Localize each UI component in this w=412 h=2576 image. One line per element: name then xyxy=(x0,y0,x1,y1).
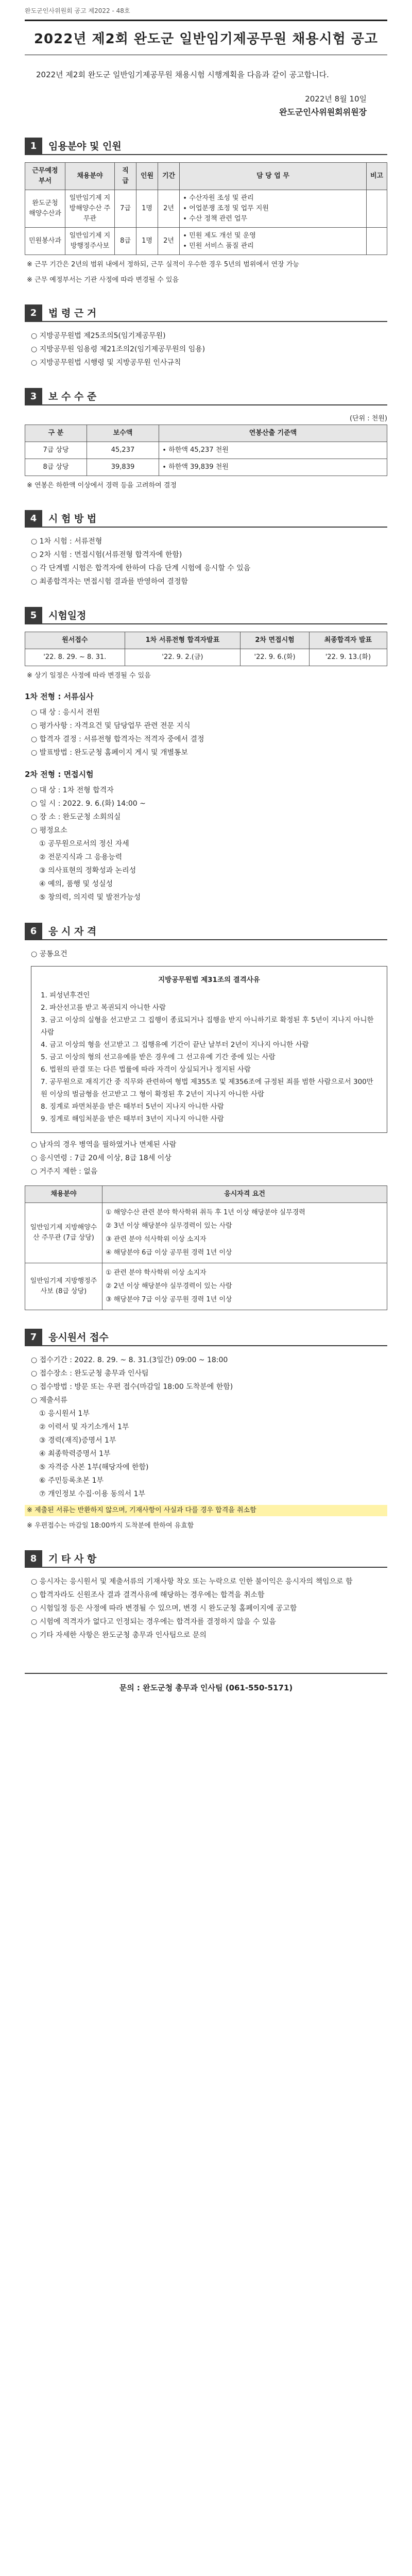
list-item: ① 응시원서 1부 xyxy=(39,1410,90,1418)
table-cell: 일반임기제 지방행정주사보 xyxy=(65,228,115,255)
table-cell: ∙ 민원 제도 개선 및 운영 ∙ 민원 서비스 품질 관리 xyxy=(180,228,367,255)
section-number: 6 xyxy=(25,923,42,940)
list-item: ○ 1차 시험 : 서류전형 xyxy=(31,537,102,546)
section-3-header xyxy=(25,388,387,405)
table-header: 기간 xyxy=(158,163,180,190)
note: ※ 우편접수는 마감일 18:00까지 도착분에 한하여 유효함 xyxy=(27,1522,194,1530)
note: ※ 근무 예정부서는 기관 사정에 따라 변경될 수 있음 xyxy=(27,276,179,284)
list-item: ○ 응시연령 : 7급 20세 이상, 8급 18세 이상 xyxy=(31,1154,171,1162)
section-title: 기 타 사 항 xyxy=(42,1550,387,1568)
list-item: ⑦ 개인정보 수집·이용 동의서 1부 xyxy=(39,1490,145,1498)
section-title: 시험일정 xyxy=(42,607,387,624)
list-item: ○ 발표방법 : 완도군청 홈페이지 게시 및 개별통보 xyxy=(31,749,188,757)
table-cell: '22. 9. 2.(금) xyxy=(125,649,241,666)
table-cell: 8급 xyxy=(115,228,136,255)
table-row xyxy=(25,190,387,228)
section-number: 1 xyxy=(25,138,42,155)
table-cell: 8급 상당 xyxy=(25,459,87,476)
table-cell xyxy=(367,190,387,228)
list-item: 3. 금고 이상의 실형을 선고받고 그 집행이 종료되거나 집행을 받지 아니하기로 확정된 후 5년이 지나지 아니한 사람 xyxy=(41,1016,374,1037)
footer-contact xyxy=(25,1673,387,1693)
table-header: 인원 xyxy=(136,163,158,190)
table-header: 1차 서류전형 합격자발표 xyxy=(125,632,241,649)
notice-date: 2022년 8월 10일 xyxy=(305,94,367,104)
table-cell: 7급 상당 xyxy=(25,442,87,459)
list-item: ○ 대 상 : 1차 전형 합격자 xyxy=(31,786,114,794)
list-item: ○ 접수방법 : 방문 또는 우편 접수(마감일 18:00 도착분에 한함) xyxy=(31,1383,233,1391)
table-cell: 완도군청 해양수산과 xyxy=(25,190,65,228)
list-item: 4. 금고 이상의 형을 선고받고 그 집행유예 기간이 끝난 날부터 2년이 지나지 아니한 사람 xyxy=(41,1041,309,1049)
list-item: ○ 시험에 적격자가 없다고 인정되는 경우에는 합격자를 결정하지 않을 수 있음 xyxy=(31,1618,276,1626)
schedule-table xyxy=(25,632,387,666)
list-item: 2. 파산선고를 받고 복권되지 아니한 사람 xyxy=(41,1004,166,1012)
section-number: 2 xyxy=(25,304,42,322)
list-item: ⑤ 창의력, 의지력 및 발전가능성 xyxy=(39,893,141,902)
list-item: ② 이력서 및 자기소개서 1부 xyxy=(39,1423,129,1431)
table-header: 근무예정 부서 xyxy=(25,163,65,190)
list-item: ⑤ 자격증 사본 1부(해당자에 한함) xyxy=(39,1463,149,1471)
table-header: 보수액 xyxy=(87,425,159,442)
section-8-header xyxy=(25,1550,387,1568)
table-row xyxy=(25,1203,387,1263)
section-title: 응시원서 접수 xyxy=(42,1329,387,1346)
list-item: ○ 남자의 경우 병역을 필하였거나 면제된 사람 xyxy=(31,1141,177,1149)
table-cell: 일반임기제 지방행정주사보 (8급 상당) xyxy=(25,1263,102,1310)
signature-block xyxy=(25,92,387,119)
list-item: ○ 합격자 결정 : 서류전형 합격자는 적격자 중에서 결정 xyxy=(31,735,204,743)
table-cell xyxy=(367,228,387,255)
section-title: 응 시 자 격 xyxy=(42,923,387,940)
table-cell: '22. 8. 29. ~ 8. 31. xyxy=(25,649,125,666)
table-cell: ∙ 하한액 39,839 천원 xyxy=(159,459,387,476)
list-item: 7. 공무원으로 재직기간 중 직무와 관련하여 형법 제355조 및 제356조에 규정된 죄를 범한 사람으로서 300만원 이상의 벌금형을 선고받고 그 형이 확정된 후 2년이 지나지 아니한 사람 xyxy=(41,1078,373,1098)
list-item: ○ 지방공무원법 제25조의5(임기제공무원) xyxy=(31,332,166,340)
table-cell: ① 해양수산 관련 분야 학사학위 취득 후 1년 이상 해당분야 실무경력 ② 3년 이상 해당분야 실무경력이 있는 사람 ③ 관련 분야 석사학위 이상 소지자 ④ 해당분야 6급 이상 공무원 경력 1년 이상 xyxy=(102,1203,387,1263)
table-header: 응시자격 요건 xyxy=(102,1186,387,1203)
list-item: 8. 징계로 파면처분을 받은 때부터 5년이 지나지 아니한 사람 xyxy=(41,1103,224,1111)
table-header: 채용분야 xyxy=(25,1186,102,1203)
table-cell: 1명 xyxy=(136,190,158,228)
table-row xyxy=(25,649,387,666)
list-item: 6. 법원의 판결 또는 다른 법률에 따라 자격이 상실되거나 정지된 사람 xyxy=(41,1065,251,1074)
list-item: ④ 최종학력증명서 1부 xyxy=(39,1450,111,1458)
section-5-header xyxy=(25,607,387,624)
notice-number: 완도군인사위원회 공고 제2022 - 48호 xyxy=(25,7,130,14)
note: ※ 연봉은 하한액 이상에서 경력 등을 고려하여 결정 xyxy=(27,482,177,489)
section-number: 7 xyxy=(25,1329,42,1346)
section-title: 시 험 방 법 xyxy=(42,510,387,528)
table-cell: ∙ 수산자원 조성 및 관리 ∙ 어업분쟁 조정 및 업무 지원 ∙ 수산 정책 관련 업무 xyxy=(180,190,367,228)
warning-note: ※ 제출된 서류는 반환하지 않으며, 기재사항이 사실과 다를 경우 합격을 취소함 xyxy=(25,1505,387,1516)
section-number: 5 xyxy=(25,607,42,624)
table-header: 최종합격자 발표 xyxy=(309,632,387,649)
note: ※ 상기 일정은 사정에 따라 변경될 수 있음 xyxy=(27,672,151,680)
issuing-org: 완도군인사위원회위원장 xyxy=(279,107,367,117)
list-item: ○ 응시자는 응시원서 및 제출서류의 기재사항 착오 또는 누락으로 인한 불이익은 응시자의 책임으로 함 xyxy=(31,1578,353,1586)
section-4-header xyxy=(25,510,387,528)
list-item: ○ 접수장소 : 완도군청 총무과 인사팀 xyxy=(31,1369,149,1378)
subsection-title: 1차 전형 : 서류심사 xyxy=(25,692,94,701)
table-cell: '22. 9. 6.(화) xyxy=(241,649,309,666)
table-cell: 일반임기제 지방해양수산 주무관 xyxy=(65,190,115,228)
section-title: 법 령 근 거 xyxy=(42,304,387,322)
table-cell: ∙ 하한액 45,237 천원 xyxy=(159,442,387,459)
notice-title: 2022년 제2회 완도군 일반임기제공무원 채용시험 공고 xyxy=(25,20,387,55)
list-item: 5. 금고 이상의 형의 선고유예를 받은 경우에 그 선고유예 기간 중에 있는 사람 xyxy=(41,1053,276,1061)
list-item: ○ 접수기간 : 2022. 8. 29. ~ 8. 31.(3일간) 09:00 ~ 18:00 xyxy=(31,1356,228,1364)
table-row xyxy=(25,228,387,255)
table-header: 채용분야 xyxy=(65,163,115,190)
unit-label: (단위 : 천원) xyxy=(349,415,387,422)
section-number: 8 xyxy=(25,1550,42,1568)
table-cell: 민원봉사과 xyxy=(25,228,65,255)
table-cell: 일반임기제 지방해양수산 주무관 (7급 상당) xyxy=(25,1203,102,1263)
table-row xyxy=(25,1263,387,1310)
contact-info: 문의 : 완도군청 총무과 인사팀 (061-550-5171) xyxy=(119,1683,293,1692)
subsection-title: 2차 전형 : 면접시험 xyxy=(25,770,94,779)
list-item: ○ 공통요건 xyxy=(31,950,67,958)
table-header: 원서접수 xyxy=(25,632,125,649)
table-cell: 2년 xyxy=(158,190,180,228)
section-title: 임용분야 및 인원 xyxy=(42,138,387,155)
disqualification-box xyxy=(31,966,387,1133)
list-item: ③ 경력(재직)증명서 1부 xyxy=(39,1436,116,1445)
section-6-header xyxy=(25,923,387,940)
list-item: 1. 피성년후견인 xyxy=(41,991,90,999)
table-cell: ① 관련 분야 학사학위 이상 소지자 ② 2년 이상 해당분야 실무경력이 있는 사람 ③ 해당분야 7급 이상 공무원 경력 1년 이상 xyxy=(102,1263,387,1310)
list-item: ○ 대 상 : 응시서 전원 xyxy=(31,708,100,717)
table-header: 연봉산출 기준액 xyxy=(159,425,387,442)
list-item: ○ 일 시 : 2022. 9. 6.(화) 14:00 ~ xyxy=(31,800,146,808)
table-header: 직 급 xyxy=(115,163,136,190)
table-cell: 7급 xyxy=(115,190,136,228)
section-2-header xyxy=(25,304,387,322)
table-row xyxy=(25,442,387,459)
list-item: ○ 시험일정 등은 사정에 따라 변경될 수 있으며, 변경 시 완도군청 홈페이지에 공고함 xyxy=(31,1604,297,1613)
note: ※ 근무 기간은 2년의 범위 내에서 정하되, 근무 실적이 우수한 경우 5년의 범위에서 연장 가능 xyxy=(27,261,299,268)
list-item: ○ 평정요소 xyxy=(31,826,67,835)
table-header: 담 당 업 무 xyxy=(180,163,367,190)
section-1-header xyxy=(25,138,387,155)
list-item: ④ 예의, 품행 및 성실성 xyxy=(39,880,113,888)
table-cell: 45,237 xyxy=(87,442,159,459)
list-item: ○ 2차 시험 : 면접시험(서류전형 합격자에 한함) xyxy=(31,551,182,559)
list-item: ○ 지방공무원 임용령 제21조의2(임기제공무원의 임용) xyxy=(31,345,205,353)
table-header: 구 분 xyxy=(25,425,87,442)
list-item: ② 전문지식과 그 응용능력 xyxy=(39,853,123,861)
table-cell: '22. 9. 13.(화) xyxy=(309,649,387,666)
list-item: ○ 각 단계별 시험은 합격자에 한하여 다음 단계 시험에 응시할 수 있음 xyxy=(31,564,251,572)
table-cell: 39,839 xyxy=(87,459,159,476)
list-item: ○ 합격자라도 신원조사 결과 결격사유에 해당하는 경우에는 합격을 취소함 xyxy=(31,1591,265,1599)
list-item: ○ 지방공무원법 시행령 및 지방공무원 인사규칙 xyxy=(31,359,181,367)
table-cell: 1명 xyxy=(136,228,158,255)
section-title: 보 수 수 준 xyxy=(42,388,387,405)
list-item: ○ 제출서류 xyxy=(31,1396,67,1404)
list-item: ○ 거주지 제한 : 없음 xyxy=(31,1167,98,1176)
qualification-table xyxy=(25,1185,387,1310)
list-item: ③ 의사표현의 정확성과 논리성 xyxy=(39,867,136,875)
list-item: ○ 장 소 : 완도군청 소회의실 xyxy=(31,813,121,821)
list-item: ○ 기타 자세한 사항은 완도군청 총무과 인사팀으로 문의 xyxy=(31,1631,207,1639)
list-item: ○ 평가사항 : 자격요건 및 담당업무 관련 전문 지식 xyxy=(31,722,191,730)
box-title: 지방공무원법 제31조의 결격사유 xyxy=(158,976,260,984)
section-number: 4 xyxy=(25,510,42,528)
list-item: 9. 징계로 해임처분을 받은 때부터 3년이 지나지 아니한 사람 xyxy=(41,1115,224,1123)
positions-table xyxy=(25,162,387,255)
list-item: ⑥ 주민등록초본 1부 xyxy=(39,1477,104,1485)
intro-text: 2022년 제2회 완도군 일반임기제공무원 채용시험 시행계획을 다음과 같이 공고합니다. xyxy=(36,70,329,79)
table-row xyxy=(25,459,387,476)
salary-table xyxy=(25,425,387,476)
list-item: ○ 최종합격자는 면접시험 결과를 반영하여 결정함 xyxy=(31,578,188,586)
list-item: ① 공무원으로서의 정신 자세 xyxy=(39,840,129,848)
section-7-header xyxy=(25,1329,387,1346)
table-cell: 2년 xyxy=(158,228,180,255)
table-header: 비고 xyxy=(367,163,387,190)
section-number: 3 xyxy=(25,388,42,405)
table-header: 2차 면접시험 xyxy=(241,632,309,649)
